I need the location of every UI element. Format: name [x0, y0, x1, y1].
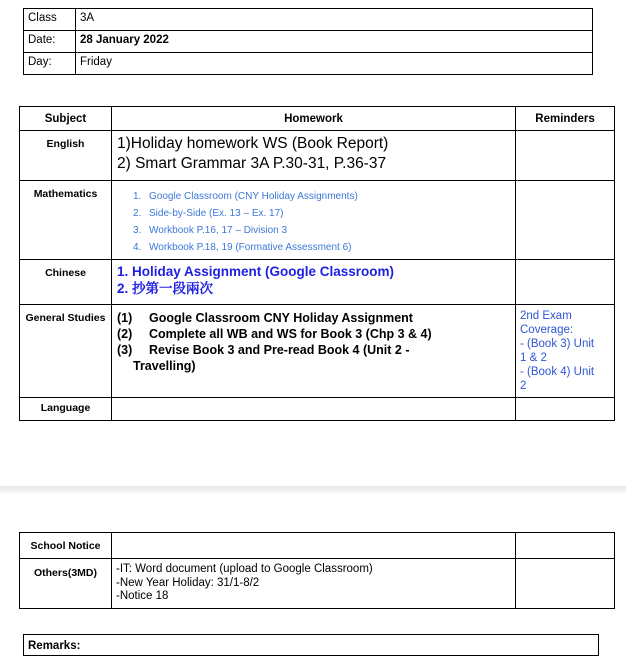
- chinese-homework: [112, 260, 516, 305]
- class-value: 3A: [76, 9, 593, 31]
- general-studies-reminders: [516, 305, 615, 398]
- english-subject: English: [20, 131, 112, 181]
- others-row: [20, 559, 615, 609]
- mathematics-list: [117, 184, 510, 256]
- list-item: (2) Complete all WB and WS for Book 3 (Chp 3 & 4): [117, 327, 432, 341]
- page-separator: [0, 486, 626, 494]
- general-studies-row: [20, 305, 615, 398]
- school-notice-extra: [516, 533, 615, 559]
- reminder-line: 2nd Exam: [520, 310, 572, 322]
- others-line: -Notice 18: [116, 590, 169, 602]
- day-row: [24, 53, 593, 75]
- reminder-line: Coverage:: [520, 324, 574, 336]
- language-subject: Language: [20, 398, 112, 421]
- mathematics-reminders: [516, 181, 615, 260]
- class-label: Class: [24, 9, 76, 31]
- school-notice-label: School Notice: [20, 533, 112, 559]
- language-homework: [112, 398, 516, 421]
- reminder-line: - (Book 3) Unit: [520, 338, 595, 350]
- class-row: [24, 9, 593, 31]
- others-line: -IT: Word document (upload to Google Classroom): [116, 563, 373, 575]
- header-row: [20, 107, 615, 131]
- list-item: (1) Google Classroom CNY Holiday Assignment: [117, 311, 413, 325]
- homework-table: [19, 106, 615, 421]
- english-line-2: 2) Smart Grammar 3A P.30-31, P.36-37: [117, 155, 387, 172]
- others-label: Others(3MD): [20, 559, 112, 609]
- list-item: 2. Side-by-Side (Ex. 13 – Ex. 17): [133, 208, 284, 219]
- english-row: [20, 131, 615, 181]
- general-studies-homework: [112, 305, 516, 398]
- mathematics-homework: [112, 181, 516, 260]
- english-line-1: 1)Holiday homework WS (Book Report): [117, 135, 389, 152]
- reminder-line: 2: [520, 380, 527, 392]
- school-notice-row: [20, 533, 615, 559]
- date-row: [24, 31, 593, 53]
- others-extra: [516, 559, 615, 609]
- list-item: 1. Google Classroom (CNY Holiday Assignments): [133, 191, 358, 202]
- english-reminders: [516, 131, 615, 181]
- chinese-line-2: 2. 抄第一段兩次: [117, 281, 214, 296]
- remarks-label: Remarks:: [28, 640, 81, 652]
- chinese-line-1: 1. Holiday Assignment (Google Classroom): [117, 264, 395, 279]
- reminders-header: Reminders: [516, 107, 615, 131]
- general-studies-subject: General Studies: [20, 305, 112, 398]
- mathematics-row: [20, 181, 615, 260]
- list-item: 3. Workbook P.16, 17 – Division 3: [133, 225, 288, 236]
- day-value: Friday: [76, 53, 593, 75]
- info-table: [23, 8, 593, 75]
- language-row: [20, 398, 615, 421]
- language-reminders: [516, 398, 615, 421]
- homework-header: Homework: [112, 107, 516, 131]
- reminder-line: 1 & 2: [520, 352, 547, 364]
- mathematics-subject: Mathematics: [20, 181, 112, 260]
- notice-table: [19, 532, 615, 609]
- school-notice-content: [112, 533, 516, 559]
- chinese-reminders: [516, 260, 615, 305]
- list-item: 4. Workbook P.18, 19 (Formative Assessment 6): [133, 242, 352, 253]
- remarks-box: [23, 634, 599, 656]
- chinese-row: [20, 260, 615, 305]
- list-item: (3) Revise Book 3 and Pre-read Book 4 (Unit 2 -: [117, 343, 410, 357]
- english-homework: [112, 131, 516, 181]
- day-label: Day:: [24, 53, 76, 75]
- others-content: [112, 559, 516, 609]
- subject-header: Subject: [20, 107, 112, 131]
- reminder-line: - (Book 4) Unit: [520, 366, 595, 378]
- chinese-subject: Chinese: [20, 260, 112, 305]
- others-line: -New Year Holiday: 31/1-8/2: [116, 576, 260, 589]
- list-item-continuation: Travelling): [133, 359, 196, 373]
- date-label: Date:: [24, 31, 76, 53]
- date-value: 28 January 2022: [76, 31, 593, 53]
